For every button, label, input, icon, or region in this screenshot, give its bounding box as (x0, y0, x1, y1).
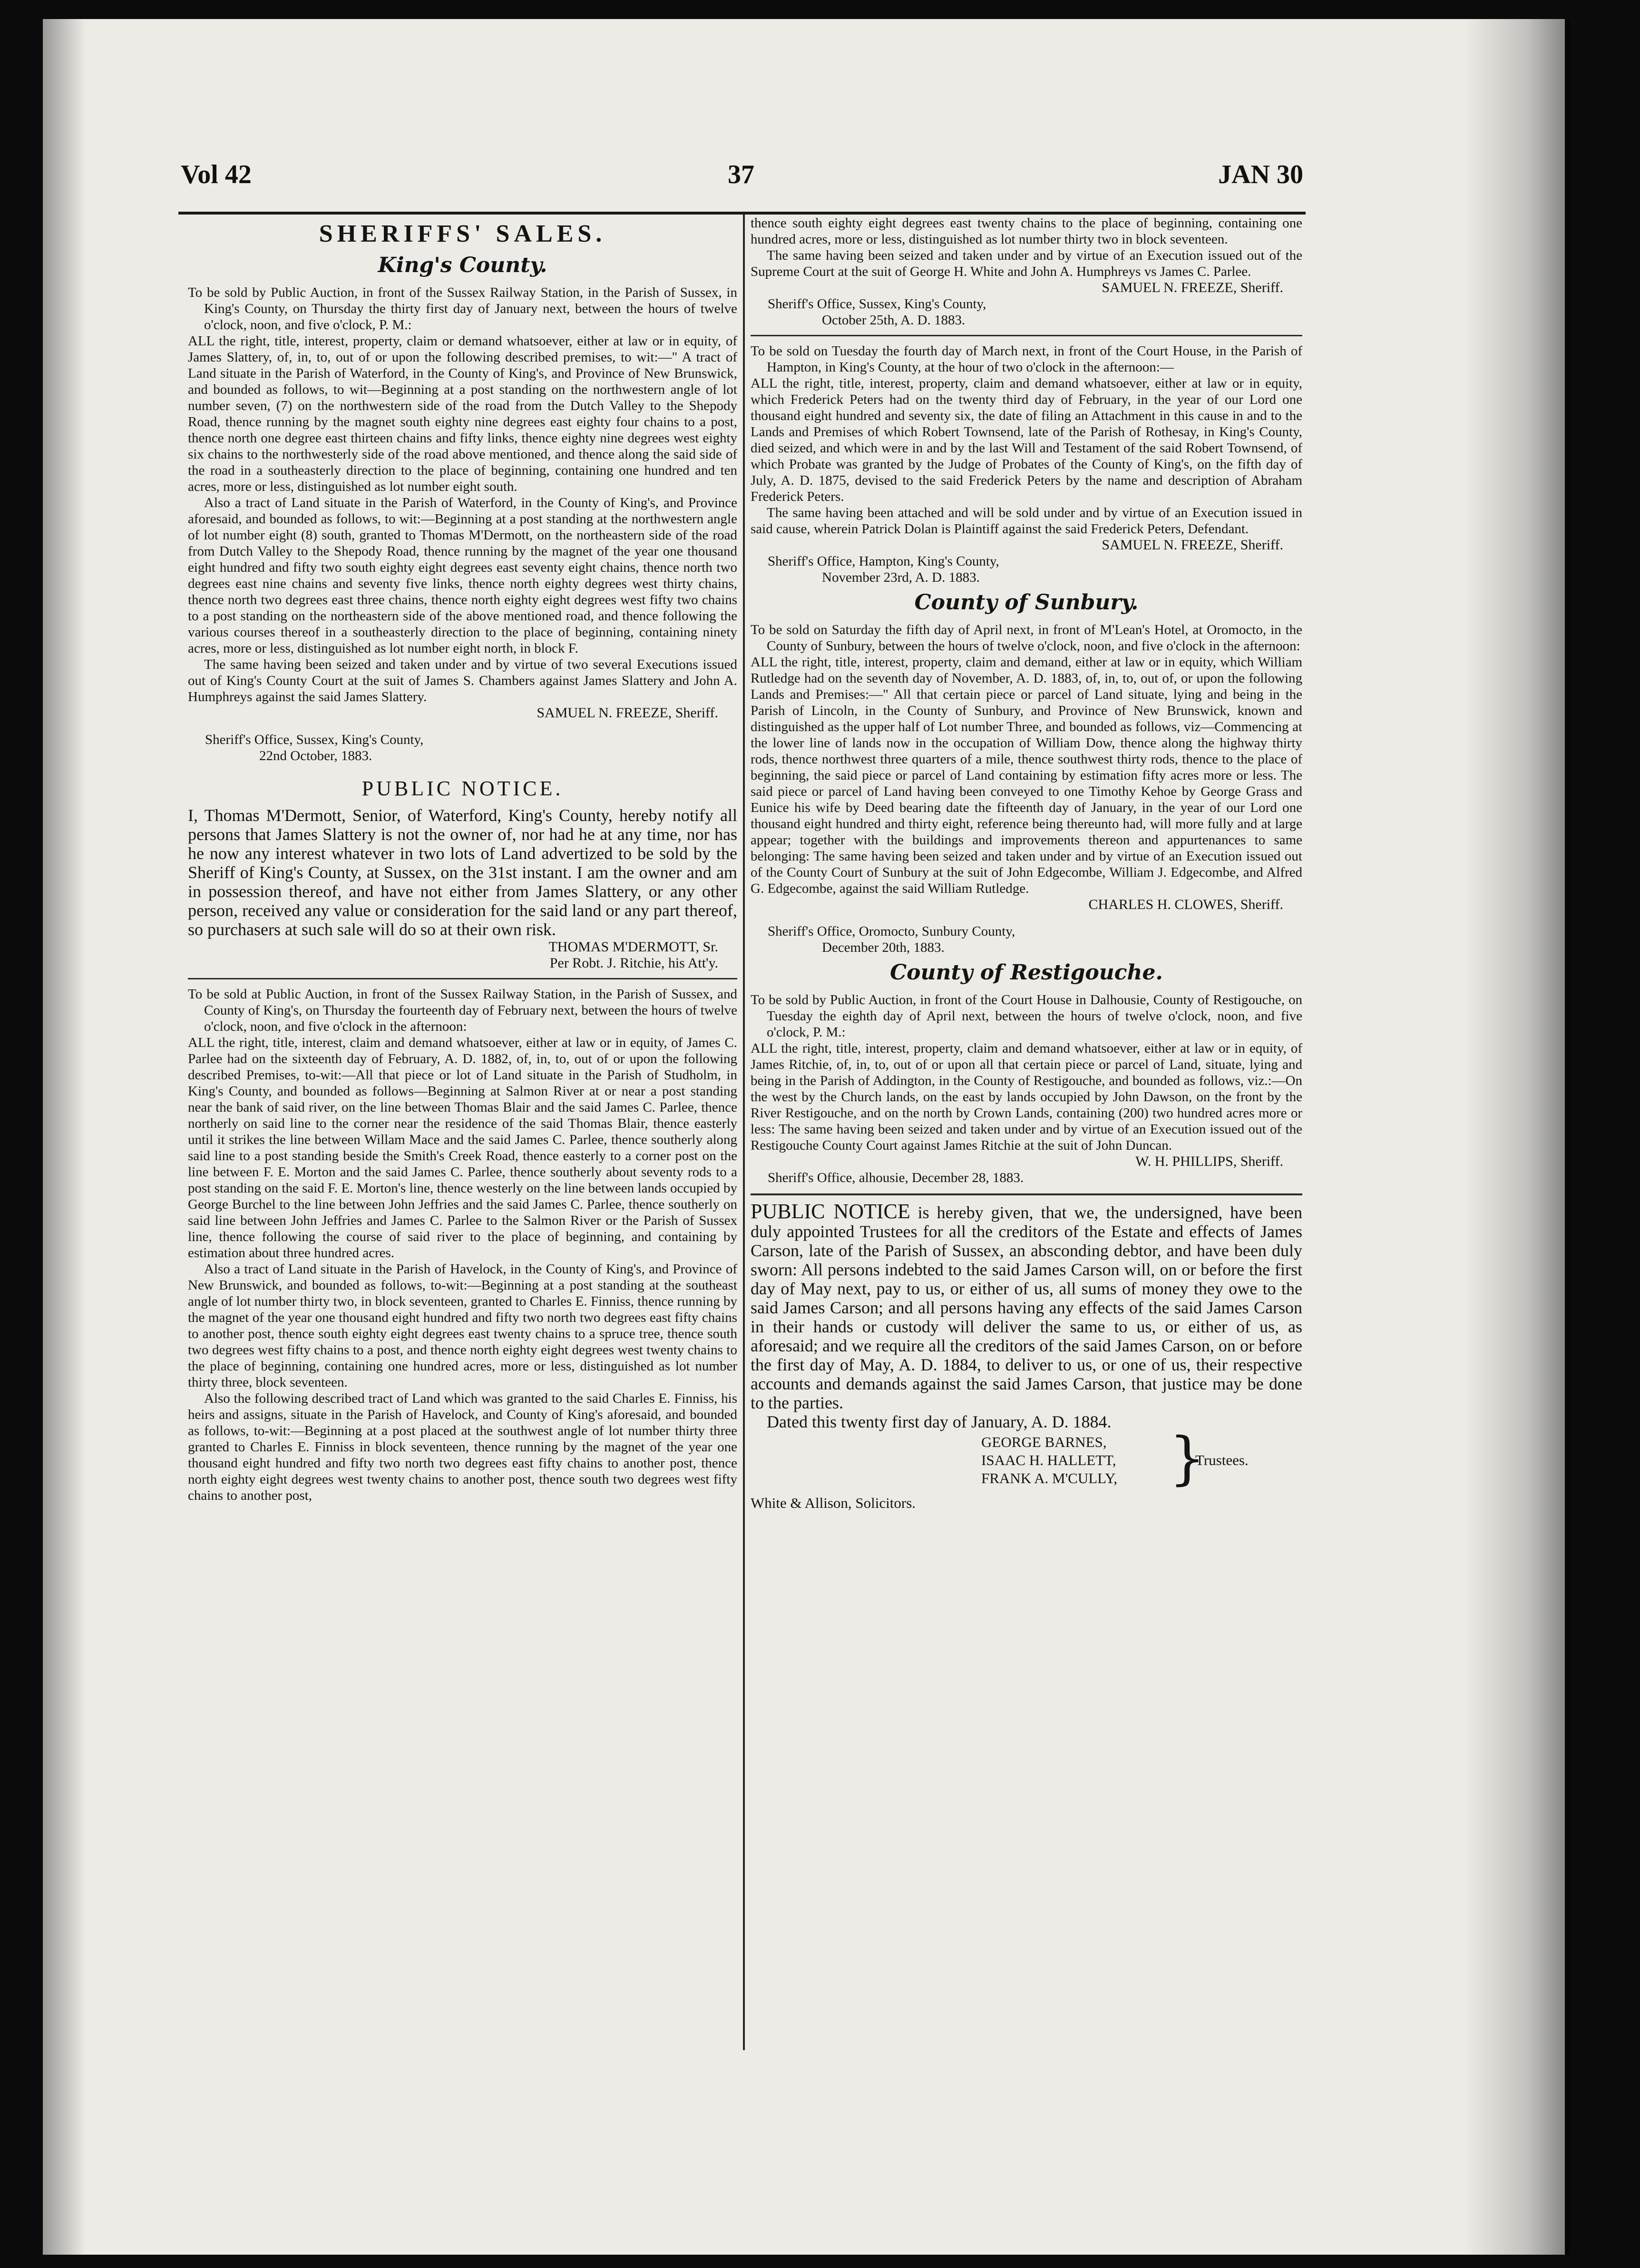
sale-body: ALL the right, title, interest, property, claim and demand whatsoever, either at law or in equity, which Frederick Peters had on the twenty third day of February, in the year of our Lord one thousand eight hundred and seventy six, the date of filing an Attachment in this cause in and to the Lands and Premises of which Robert Townsend, late of the Parish of Rothesay, in King's County, died seized, and which were in and by the last Will and Testament of the said Robert Townsend, of which Probate was granted by the Judge of Probates of the County of King's, on the fifth day of July, A. D. 1875, devised to the said Frederick Peters by the name and description of Abraham Frederick Peters. (751, 376, 1302, 504)
trustee-notice-body: is hereby given, that we, the undersigned, have been duly appointed Trustees for all the creditors of the Estate and effects of James Carson, late of the Parish of Sussex, an absconding debtor, and have been duly sworn: All persons indebted to the said James Carson will, on or before the first day of May next, pay to us, or either of us, all sums of money they owe to the said James Carson; and all persons having any effects of the said James Carson in their hands or custody will deliver the same to us, or either of us, as aforesaid; and we require all the creditors of the said James Carson, on or before the first day of May, A. D. 1884, to deliver to us, or one of us, their respective accounts and demands against the said James Carson, that justice may be done to the parties. (751, 1203, 1303, 1412)
sale-intro: To be sold on Tuesday the fourth day of March next, in front of the Court House, in the Parish of Hampton, in King's County, at the hour of two o'clock in the afternoon:— (751, 343, 1302, 375)
sale-body: ALL the right, title, interest, claim and demand whatsoever, either at law or in equity, of James C. Parlee had on the sixteenth day of February, A. D. 1882, of, in, to, out of or upon the following described Premises, to-wit:—All that piece or lot of Land situate in the Parish of Studholm, in King's County, and bounded as follows—Beginning at Salmon River at or near a post standing near the bank of said river, on the line between Thomas Blair and the said James C. Parlee, thence northerly on said line to the corner near the residence of the said Thomas Blair, thence easterly until it strikes the line between Willam Mace and the said James C. Parlee, thence southerly along said line to a post standing beside the Smith's Creek Road, thence easterly to a corner post on the line between F. E. Morton and the said James C. Parlee, thence southerly about seventy rods to a post standing on the said F. E. Morton's line, thence westerly on the line between lands occupied by George Burchel to the line between John Jeffries and the said James C. Parlee, thence southerly on said line between John Jeffries and James C. Parlee to the Salmon River or the Parish of Sussex line, thence following the course of said river to the place of beginning, and containing by estimation about three hundred acres. (188, 1035, 737, 1261)
sheriff-office: Sheriff's Office, alhousie, December 28, 1883. (768, 1170, 1024, 1185)
trustee-name: FRANK A. M'CULLY, (981, 1470, 1118, 1486)
sale-body-also: Also a tract of Land situate in the Parish of Waterford, in the County of King's, and Province aforesaid, and bounded as follows, to wit:—Beginning at a post standing at the northwestern angle of lot number eight (8) south, granted to Thomas M'Dermott, on the northeastern side of the road from Dutch Valley to the Shepody Road, thence running by the magnet of the year one thousand eight hundred and fifty two south eighty eight degrees east seventy eight chains, thence north two degrees east nine chains and seventy five links, thence north eighty degrees west thirty chains, thence north two degrees east three chains, thence north eighty eight degrees west fifty two chains to a post standing on the northeastern side of the above mentioned road, and thence following the various courses thereof in a southeasterly direction to the place of beginning, containing ninety acres, more or less, distinguished as lot number eight north, in block F. (188, 495, 737, 656)
page-header (181, 159, 1303, 202)
column-divider (743, 214, 745, 2050)
trustee-notice-lead: PUBLIC NOTICE (751, 1200, 910, 1223)
public-notice-title: PUBLIC NOTICE. (361, 777, 564, 800)
trustees-block (751, 1426, 1302, 1492)
sheriff-office-date: November 23rd, A. D. 1883. (822, 570, 980, 585)
sale-body: ALL the right, title, interest, property, claim or demand whatsoever, either at law or in equity, of James Slattery, of, in, to, out of or upon the following described premises, to wit:—" A tract of Land situate in the Parish of Waterford, in the County of King's, and Province of New Brunswick, and bounded as follows, to wit—Beginning at a post standing on the northwestern angle of lot number seven, (7) on the northwestern side of the road from the Dutch Valley to the Shepody Road, thence running by the magnet south eighty nine degrees east eighty four chains to a post, thence north one degree east thirteen chains and fifty links, thence eighty nine degrees west eighty six chains to the northwesterly side of the road above mentioned, and thence along the said side of the road in a southeasterly direction to the place of beginning, containing one hundred and ten acres, more or less, distinguished as lot number eight south. (188, 333, 737, 494)
sheriff-signature: SAMUEL N. FREEZE, Sheriff. (1102, 280, 1283, 295)
trustee-notice (751, 1202, 1302, 1412)
sheriff-office: Sheriff's Office, Sussex, King's County, (768, 296, 986, 312)
sheriff-signature: SAMUEL N. FREEZE, Sheriff. (537, 705, 718, 721)
sale-seized-text: The same having been seized and taken under and by virtue of an Execution issued out of the Supreme Court at the suit of George H. White and John A. Humphreys vs James C. Parlee. (751, 248, 1302, 279)
binding-shadow (43, 19, 86, 2255)
spacer (751, 913, 1302, 923)
sheriff-office-date: December 20th, 1883. (822, 940, 945, 955)
sale-seized-text: The same having been attached and will be sold under and by virtue of an Execution issued in said cause, wherein Patrick Dolan is Plaintiff against the said Frederick Peters, Defendant. (751, 505, 1302, 537)
sheriff-office: Sheriff's Office, Hampton, King's County, (768, 554, 999, 569)
header-rule (178, 212, 1306, 215)
sheriff-signature: CHARLES H. CLOWES, Sheriff. (1088, 897, 1283, 912)
county-heading-sunbury: County of Sunbury. (914, 590, 1139, 615)
county-heading-restigouche: County of Restigouche. (890, 960, 1163, 985)
sheriff-office-date: October 25th, A. D. 1883. (822, 313, 966, 328)
spacer (188, 721, 737, 732)
sale-seized-text: The same having been seized and taken under and by virtue of two several Executions issued out of King's County Court at the suit of James S. Chambers against James Slattery and John A. Humphreys against the said James Slattery. (188, 657, 737, 704)
sale-body: ALL the right, title, interest, property, claim and demand whatsoever, either at law or in equity, of James Ritchie, of, in, to, out of or upon all that certain piece or parcel of Land, situate, lying and being in the Parish of Addington, in the County of Restigouche, and bounded as follows, viz.:—On the west by the Church lands, on the east by lands occupied by John Dawson, on the front by the River Restigouche, and on the north by Crown Lands, containing (200) two hundred acres more or less: The same having been seized and taken under and by virtue of an Execution issued out of the Restigouche County Court against James Ritchie at the suit of John Duncan. (751, 1041, 1302, 1153)
solicitors-line: White & Allison, Solicitors. (751, 1495, 916, 1511)
public-notice-body: I, Thomas M'Dermott, Senior, of Waterford, King's County, hereby notify all persons that James Slattery is not the owner of, nor had he at any time, nor has he now any interest whatever in two lots of Land advertized to be sold by the Sheriff of King's County, at Sussex, on the 31st instant. I am the owner and am in possession thereof, and have not either from James Slattery, or any other person, received any value or consideration for the said land or any part thereof, so purchasers at such sale will do so at their own risk. (188, 806, 737, 939)
divider-rule (751, 335, 1302, 336)
sale-body-also: Also the following described tract of Land which was granted to the said Charles E. Finniss, his heirs and assigns, situate in the Parish of Havelock, and County of King's aforesaid, and bounded as follows, to-wit:—Beginning at a post placed at the southwest angle of lot number thirty three granted to Charles E. Finniss in block seventeen, thence running by the magnet of the year one thousand eight hundred and fifty two north two degrees east fifty chains to another post, thence north eighty eight degrees west twenty chains to another post, thence south two degrees west fifty chains to another post, (188, 1391, 737, 1503)
sale-body-also: Also a tract of Land situate in the Parish of Havelock, in the County of King's, and Province of New Brunswick, and bounded as follows, to-wit:—Beginning at a post standing at the southeast angle of lot number thirty two, in block seventeen, granted to Charles E. Finniss, thence running by the magnet of the year one thousand eight hundred and fifty two north two degrees east fifty chains to another post, thence south eighty eight degrees east twenty chains to a spruce tree, thence south two degrees west fifty chains to a post, and thence north eighty eight degrees west twenty chains to the place of beginning, containing one hundred acres, more or less, distinguished as lot number thirty three, block seventeen. (188, 1261, 737, 1390)
sheriff-signature: SAMUEL N. FREEZE, Sheriff. (1102, 537, 1283, 553)
notice-signature: THOMAS M'DERMOTT, Sr. (548, 939, 718, 955)
trustees-brace: } (1169, 1426, 1206, 1492)
trustees-label: Trustees. (1195, 1452, 1249, 1468)
sale-intro: To be sold by Public Auction, in front of the Court House in Dalhousie, County of Restigouche, on Tuesday the eighth day of April next, between the hours of twelve o'clock, noon, and five o'clock, P. M.: (751, 992, 1302, 1040)
sheriff-office-date: 22nd October, 1883. (259, 748, 372, 763)
issue-date: JAN 30 (1218, 160, 1303, 189)
sheriff-office: Sheriff's Office, Sussex, King's County, (205, 732, 424, 747)
page-number: 37 (728, 160, 754, 189)
left-column (188, 219, 737, 1504)
trustee-notice-dated: Dated this twenty first day of January, A. D. 1884. (767, 1412, 1112, 1431)
sale-intro: To be sold at Public Auction, in front of the Sussex Railway Station, in the Parish of Sussex, and County of King's, on Thursday the fourteenth day of February next, between the hours of twelve o'clock, noon, and five o'clock in the afternoon: (188, 987, 737, 1034)
right-column (751, 215, 1302, 1511)
divider-rule (751, 1193, 1302, 1195)
trustee-name: GEORGE BARNES, (981, 1434, 1107, 1450)
notice-attorney: Per Robt. J. Ritchie, his Att'y. (549, 955, 718, 971)
divider-rule (188, 978, 737, 979)
sheriff-office: Sheriff's Office, Oromocto, Sunbury County, (768, 924, 1015, 939)
sale-intro: To be sold by Public Auction, in front of the Sussex Railway Station, in the Parish of Sussex, in King's County, on Thursday the thirty first day of January next, between the hours of twelve o'clock, noon, and five o'clock, P. M.: (188, 285, 737, 332)
trustee-name: ISAAC H. HALLETT, (981, 1452, 1116, 1468)
sale-intro: To be sold on Saturday the fifth day of April next, in front of M'Lean's Hotel, at Oromocto, in the County of Sunbury, between the hours of twelve o'clock, noon, and five o'clock in the afternoon: (751, 622, 1302, 654)
trustee-names (981, 1433, 1117, 1487)
section-title: SHERIFFS' SALES. (319, 220, 606, 247)
county-heading-kings: King's County. (378, 253, 547, 277)
volume-label: Vol 42 (181, 160, 252, 189)
continued-text: thence south eighty eight degrees east twenty chains to the place of beginning, containing one hundred acres, more or less, distinguished as lot number thirty two in block seventeen. (751, 215, 1302, 247)
sheriff-signature: W. H. PHILLIPS, Sheriff. (1135, 1154, 1283, 1169)
sale-body: ALL the right, title, interest, property, claim and demand, either at law or in equity, which William Rutledge had on the seventh day of November, A. D. 1883, of, in, to, out of, or upon the following Lands and Premises:—" All that certain piece or parcel of Land situate, lying and being in the Parish of Lincoln, in the County of Sunbury, and Province of New Brunswick, known and distinguished as the upper half of Lot number Three, and bounded as follows, viz—Commencing at the lower line of lands now in the occupation of William Dow, thence along the highway thirty rods, thence northwest three quarters of a mile, thence southwest thirty rods, thence to the place of beginning, the said piece or parcel of Land containing by estimation fifty acres more or less. The said piece or parcel of Land having been conveyed to one Timothy Kehoe by George Grass and Eunice his wife by Deed bearing date the fifteenth day of January, in the year of our Lord one thousand eight hundred and thirty eight, reference being thereunto had, will more fully and at large appear; together with the buildings and improvements thereon and appurtenances to same belonging: The same having been seized and taken under and by virtue of an Execution issued out of the County Court of Sunbury at the suit of John Edgecombe, William J. Edgecombe, and Alfred G. Edgecombe, against the said William Rutledge. (751, 655, 1302, 896)
